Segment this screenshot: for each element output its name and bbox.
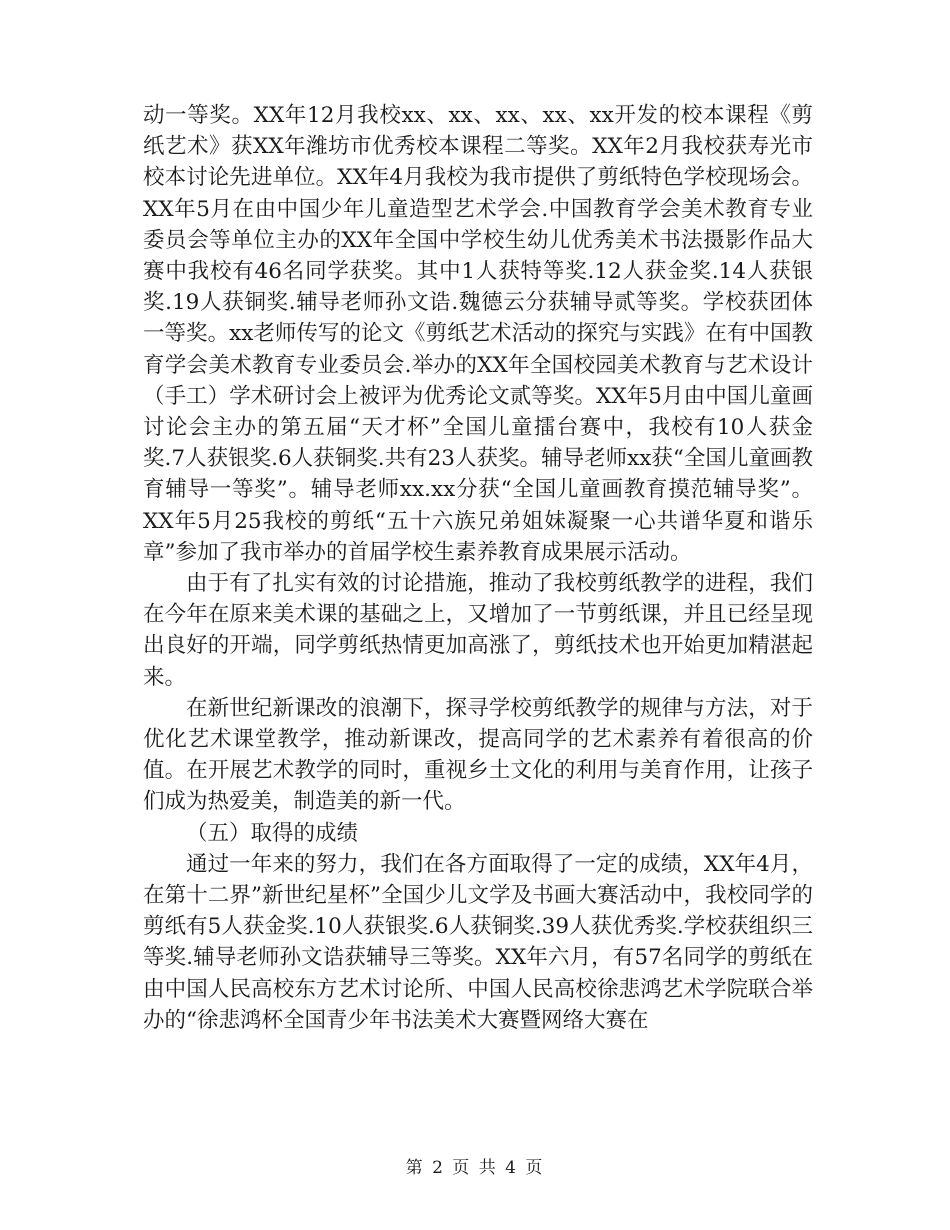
document-body — [143, 100, 813, 1036]
page-footer: 第 2 页 共 4 页 — [405, 1158, 545, 1178]
section-heading: （五）取得的成绩 — [186, 820, 359, 846]
paragraph-2: 由于有了扎实有效的讨论措施，推动了我校剪纸教学的进程，我们在今年在原来美术课的基础之上，又增加了一节剪纸课，并且已经呈现出良好的开端，同学剪纸热情更加高涨了，剪纸技术也开始更加精湛起来。 — [143, 571, 813, 690]
paragraph-3: 在新世纪新课改的浪潮下，探寻学校剪纸教学的规律与方法，对于优化艺术课堂教学，推动新课改，提高同学的艺术素养有着很高的价值。在开展艺术教学的同时，重视乡土文化的利用与美育作用，让孩子们成为热爱美，制造美的新一代。 — [143, 695, 813, 815]
paragraph-1: 动一等奖。XX年12月我校xx、xx、xx、xx、xx开发的校本课程《剪纸艺术》获XX年潍坊市优秀校本课程二等奖。XX年2月我校获寿光市校本讨论先进单位。XX年4月我校为我市提供了剪纸特色学校现场会。XX年5月在由中国少年儿童造型艺术学会.中国教育学会美术教育专业委员会等单位主办的XX年全国中学校生幼儿优秀美术书法摄影作品大赛中我校有46名同学获奖。其中1人获特等奖.12人获金奖.14人获银奖.19人获铜奖.辅导老师孙文诰.魏德云分获辅导贰等奖。学校获团体一等奖。xx老师传写的论文《剪纸艺术活动的探究与实践》在有中国教育学会美术教育专业委员会.举办的XX年全国校园美术教育与艺术设计（手工）学术研讨会上被评为优秀论文贰等奖。XX年5月由中国儿童画讨论会主办的第五届“天才杯”全国儿童擂台赛中，我校有10人获金奖.7人获银奖.6人获铜奖.共有23人获奖。辅导老师xx获“全国儿童画教育辅导一等奖”。辅导老师xx.xx分获“全国儿童画教育摸范辅导奖”。XX年5月25我校的剪纸“五十六族兄弟姐妹凝聚一心共谱华夏和谐乐章”参加了我市举办的首届学校生素养教育成果展示活动。 — [143, 103, 813, 565]
paragraph-4: 通过一年来的努力，我们在各方面取得了一定的成绩，XX年4月，在第十二界”新世纪星杯”全国少儿文学及书画大赛活动中，我校同学的剪纸有5人获金奖.10人获银奖.6人获铜奖.39人获优秀奖.学校获组织三等奖.辅导老师孙文诰获辅导三等奖。XX年六月，有57名同学的剪纸在由中国人民高校东方艺术讨论所、中国人民高校徐悲鸿艺术学院联合举办的“徐悲鸿杯全国青少年书法美术大赛暨网络大赛在 — [143, 851, 813, 1033]
